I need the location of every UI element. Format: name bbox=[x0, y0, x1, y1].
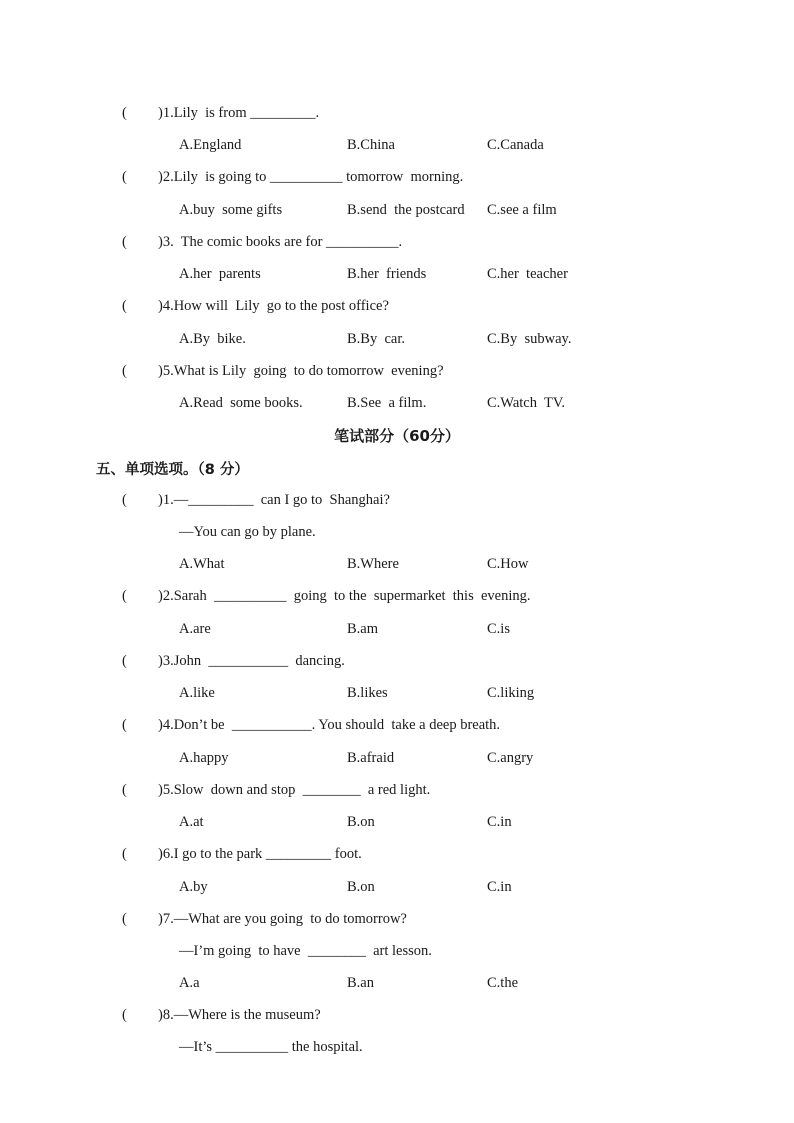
option-a: A.are bbox=[179, 621, 211, 637]
answer-paren: ( bbox=[122, 717, 127, 733]
option-b: B.am bbox=[347, 621, 379, 637]
option-a: A.her parents bbox=[179, 266, 261, 282]
question-stem: )5.What is Lily going to do tomorrow evening? bbox=[158, 363, 444, 379]
option-b: B.China bbox=[347, 137, 395, 153]
option-a: A.buy some gifts bbox=[179, 202, 283, 218]
answer-paren: ( bbox=[122, 653, 127, 669]
answer-paren: ( bbox=[122, 846, 127, 862]
question-reply: —You can go by plane. bbox=[179, 524, 316, 540]
answer-paren: ( bbox=[122, 588, 127, 604]
question-reply: —I’m going to have ________ art lesson. bbox=[179, 943, 432, 959]
option-c: C.By subway. bbox=[487, 331, 572, 347]
question-stem: )7.—What are you going to do tomorrow? bbox=[158, 911, 407, 927]
option-b: B.her friends bbox=[347, 266, 427, 282]
answer-paren: ( bbox=[122, 911, 127, 927]
question-stem: )1.Lily is from _________. bbox=[158, 105, 320, 121]
option-b: B.send the postcard bbox=[347, 202, 465, 218]
answer-paren: ( bbox=[122, 298, 127, 314]
answer-paren: ( bbox=[122, 105, 127, 121]
answer-paren: ( bbox=[122, 782, 127, 798]
question-stem: )4.How will Lily go to the post office? bbox=[158, 298, 389, 314]
question-stem: )4.Don’t be ___________. You should take a deep breath. bbox=[158, 717, 501, 733]
option-a: A.By bike. bbox=[179, 331, 246, 347]
option-c: C.in bbox=[487, 879, 512, 895]
answer-paren: ( bbox=[122, 169, 127, 185]
question-stem: )1.—_________ can I go to Shanghai? bbox=[158, 492, 390, 508]
question-stem: )8.—Where is the museum? bbox=[158, 1007, 321, 1023]
answer-paren: ( bbox=[122, 1007, 127, 1023]
question-stem: )3.John ___________ dancing. bbox=[158, 653, 345, 669]
option-b: B.See a film. bbox=[347, 395, 427, 411]
option-a: A.England bbox=[179, 137, 242, 153]
option-a: A.Read some books. bbox=[179, 395, 303, 411]
option-c: C.in bbox=[487, 814, 512, 830]
option-b: B.on bbox=[347, 814, 375, 830]
option-a: A.by bbox=[179, 879, 208, 895]
answer-paren: ( bbox=[122, 234, 127, 250]
option-a: A.a bbox=[179, 975, 200, 991]
option-c: C.Canada bbox=[487, 137, 544, 153]
question-stem: )2.Sarah __________ going to the supermarket this evening. bbox=[158, 588, 531, 604]
option-a: A.happy bbox=[179, 750, 229, 766]
option-c: C.see a film bbox=[487, 202, 557, 218]
written-part-title: 笔试部分（60分） bbox=[334, 427, 460, 445]
question-stem: )3. The comic books are for __________. bbox=[158, 234, 403, 250]
option-c: C.How bbox=[487, 556, 529, 572]
option-c: C.angry bbox=[487, 750, 534, 766]
question-reply: —It’s __________ the hospital. bbox=[179, 1039, 363, 1055]
option-c: C.her teacher bbox=[487, 266, 568, 282]
option-b: B.on bbox=[347, 879, 375, 895]
option-a: A.at bbox=[179, 814, 204, 830]
question-stem: )5.Slow down and stop ________ a red light. bbox=[158, 782, 431, 798]
option-b: B.By car. bbox=[347, 331, 405, 347]
option-c: C.is bbox=[487, 621, 510, 637]
answer-paren: ( bbox=[122, 492, 127, 508]
option-b: B.likes bbox=[347, 685, 388, 701]
question-stem: )6.I go to the park _________ foot. bbox=[158, 846, 362, 862]
option-c: C.liking bbox=[487, 685, 535, 701]
option-a: A.What bbox=[179, 556, 225, 572]
option-c: C.the bbox=[487, 975, 519, 991]
option-c: C.Watch TV. bbox=[487, 395, 566, 411]
option-b: B.afraid bbox=[347, 750, 395, 766]
option-b: B.Where bbox=[347, 556, 399, 572]
section-five-title: 五、单项选项。（8 分） bbox=[96, 462, 249, 478]
answer-paren: ( bbox=[122, 363, 127, 379]
option-a: A.like bbox=[179, 685, 215, 701]
option-b: B.an bbox=[347, 975, 374, 991]
question-stem: )2.Lily is going to __________ tomorrow morning. bbox=[158, 169, 464, 185]
